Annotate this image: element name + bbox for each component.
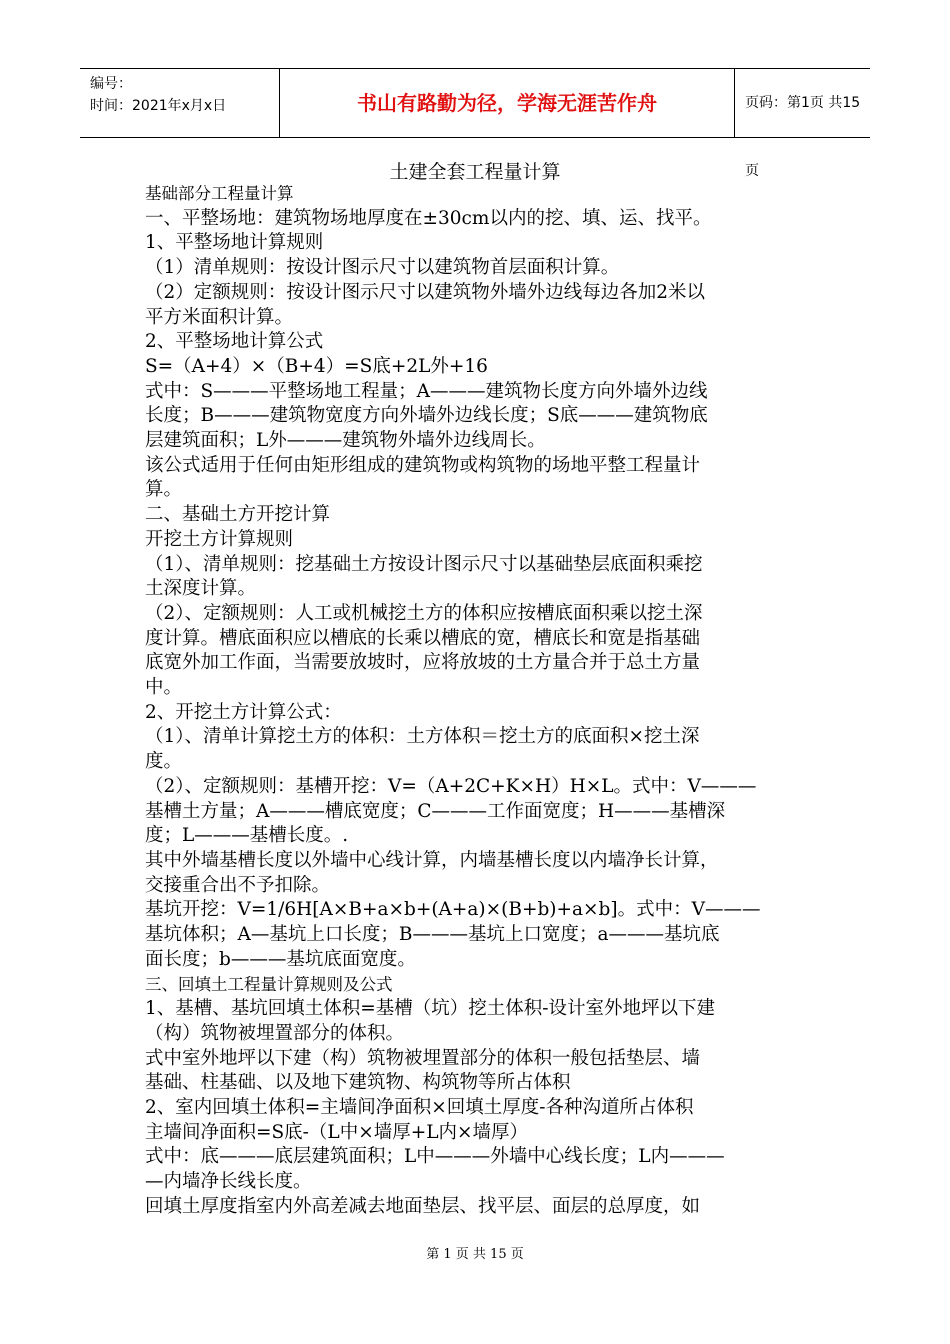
text-line: 度计算。槽底面积应以槽底的长乘以槽底的宽，槽底长和宽是指基础 — [145, 627, 701, 649]
text-line: 长度；B———建筑物宽度方向外墙外边线长度；S底———建筑物底 — [145, 405, 708, 427]
text-line: 2、室内回填土体积=主墙间净面积×回填土厚度-各种沟道所占体积 — [145, 1097, 694, 1119]
document-title: 土建全套工程量计算 — [389, 161, 561, 183]
text-line: 度。 — [145, 751, 183, 773]
text-line: 面长度；b———基坑底面宽度。 — [145, 948, 416, 970]
header-page-info: 页码：第1页 共15页 — [745, 95, 861, 179]
text-line: （1）、清单规则：挖基础土方按设计图示尺寸以基础垫层底面积乘挖 — [145, 553, 703, 575]
text-line: 基坑体积；A—基坑上口长度；B———基坑上口宽度；a———基坑底 — [145, 924, 720, 946]
text-line: 二、基础土方开挖计算 — [145, 504, 331, 526]
text-line: （1）清单规则：按设计图示尺寸以建筑物首层面积计算。 — [145, 257, 620, 279]
text-line: 算。 — [145, 479, 183, 501]
document-number-label: 编号： — [90, 76, 132, 92]
text-line: 三、回填土工程量计算规则及公式 — [145, 974, 393, 994]
document-time-label: 时间：2021年x月x日 — [90, 98, 227, 114]
text-line: 基础部分工程量计算 — [145, 184, 294, 203]
text-line: 一、平整场地：建筑物场地厚度在±30cm以内的挖、填、运、找平。 — [145, 207, 712, 229]
text-line: （2）、定额规则：基槽开挖：V=（A+2C+K×H）H×L。式中：V——— — [145, 775, 757, 797]
text-line: 主墙间净面积=S底-（L中×墙厚+L内×墙厚） — [145, 1121, 529, 1143]
text-line: 1、平整场地计算规则 — [145, 232, 324, 254]
text-line: 式中：底———底层建筑面积；L中———外墙中心线长度；L内——— — [145, 1146, 725, 1168]
text-line: 2、平整场地计算公式 — [145, 331, 324, 353]
text-line: 式中：S———平整场地工程量；A———建筑物长度方向外墙外边线 — [145, 380, 708, 402]
text-line: 开挖土方计算规则 — [145, 528, 294, 550]
text-line: 其中外墙基槽长度以外墙中心线计算，内墙基槽长度以内墙净长计算， — [145, 849, 719, 871]
text-line: （2）定额规则：按设计图示尺寸以建筑物外墙外边线每边各加2米以 — [145, 281, 706, 303]
text-line: —内墙净长线长度。 — [145, 1171, 312, 1193]
text-line: 该公式适用于任何由矩形组成的建筑物或构筑物的场地平整工程量计 — [145, 454, 701, 476]
text-line: （1）、清单计算挖土方的体积：土方体积＝挖土方的底面积×挖土深 — [145, 726, 700, 748]
header-info-cell — [80, 69, 280, 137]
document-body — [145, 182, 805, 1220]
text-line: 基坑开挖：V=1/6H[A×B+a×b+(A+a)×(B+b)+a×b]。式中：V——— — [145, 899, 761, 921]
text-line: 交接重合出不予扣除。 — [145, 874, 331, 896]
text-line: 1、基槽、基坑回填土体积=基槽（坑）挖土体积-设计室外地坪以下建 — [145, 998, 716, 1020]
text-line: 回填土厚度指室内外高差减去地面垫层、找平层、面层的总厚度，如 — [145, 1195, 701, 1217]
header-motto: 书山有路勤为径，学海无涯苦作舟 — [280, 69, 735, 137]
text-line: 土深度计算。 — [145, 578, 257, 600]
text-line: 中。 — [145, 677, 183, 699]
text-line: S=（A+4）×（B+4）=S底+2L外+16 — [145, 355, 488, 377]
text-line: 层建筑面积；L外———建筑物外墙外边线周长。 — [145, 430, 546, 452]
text-line: 基础、柱基础、以及地下建筑物、构筑物等所占体积 — [145, 1072, 571, 1094]
text-line: 度；L———基槽长度。. — [145, 825, 349, 847]
text-line: 平方米面积计算。 — [145, 306, 294, 328]
text-line: 底宽外加工作面，当需要放坡时，应将放坡的土方量合并于总土方量 — [145, 652, 701, 674]
text-line: 式中室外地坪以下建（构）筑物被埋置部分的体积一般包括垫层、墙 — [145, 1047, 701, 1069]
text-line: 基槽土方量；A———槽底宽度；C———工作面宽度；H———基槽深 — [145, 800, 726, 822]
page-footer: 第 1 页 共 15 页 — [426, 1247, 524, 1262]
text-line: （2）、定额规则：人工或机械挖土方的体积应按槽底面积乘以挖土深 — [145, 602, 703, 624]
text-line: （构）筑物被埋置部分的体积。 — [145, 1022, 405, 1044]
text-line: 2、开挖土方计算公式： — [145, 701, 342, 723]
